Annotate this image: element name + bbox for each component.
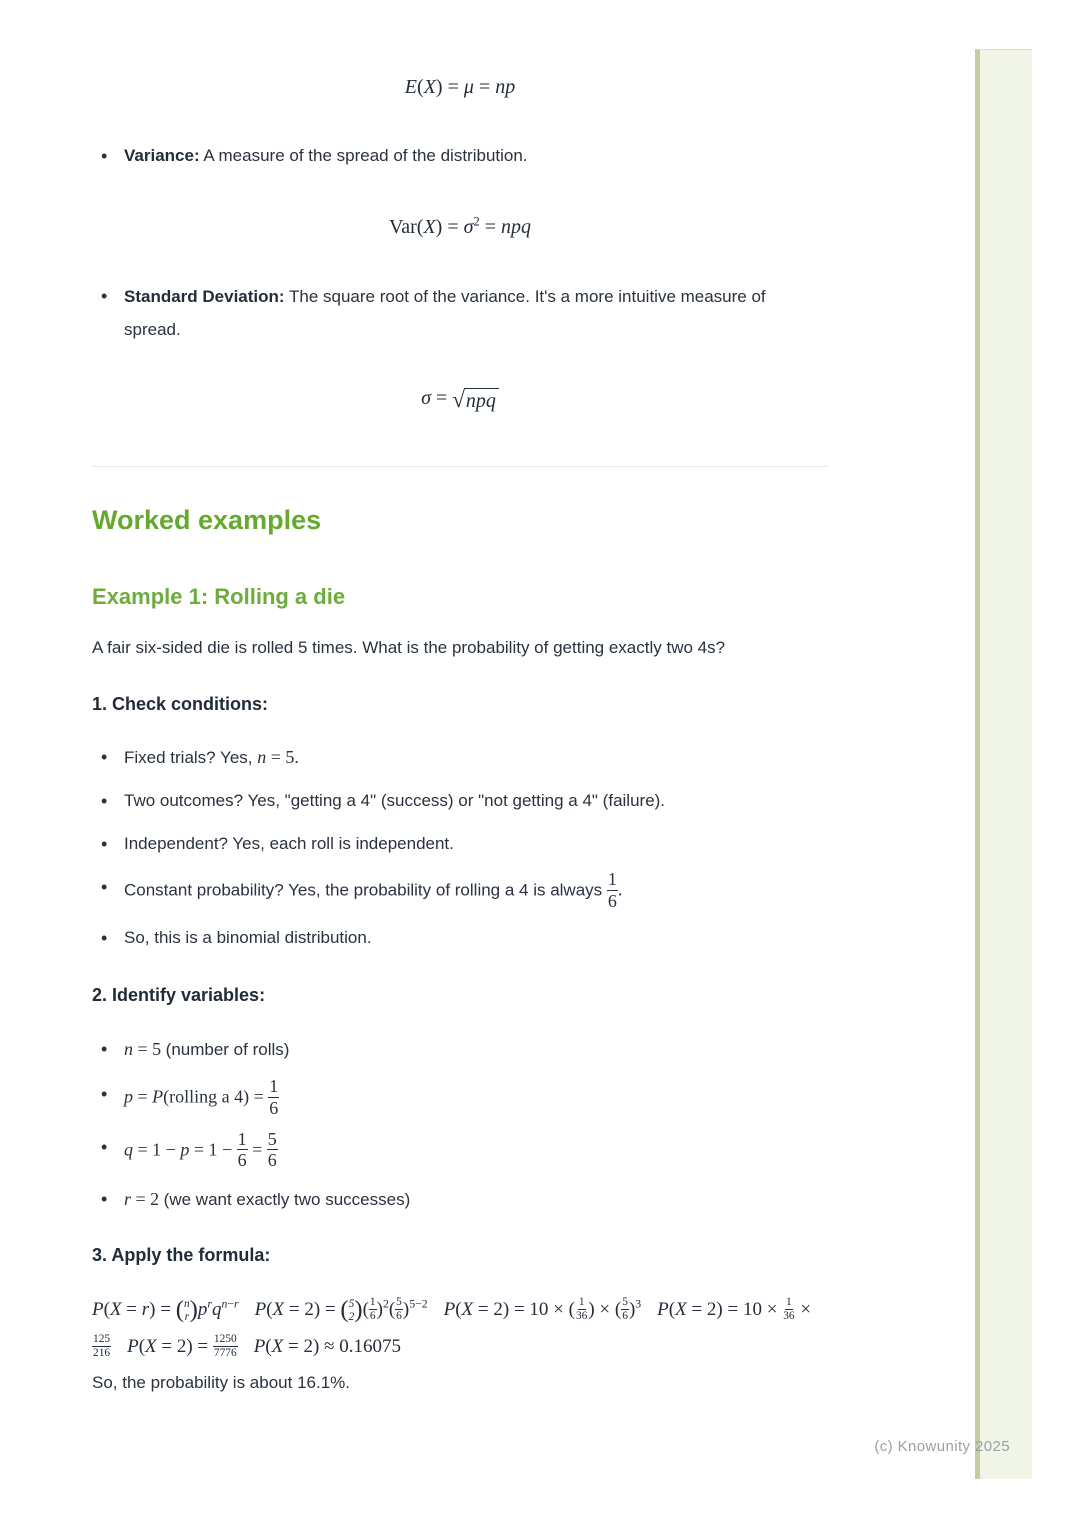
heading-worked-examples: Worked examples xyxy=(92,505,322,535)
example1-intro: A fair six-sided die is rolled 5 times. What is the probability of getting exactly two 4s? xyxy=(92,638,726,657)
step1-heading: 1. Check conditions: xyxy=(92,694,269,714)
definition-text: A measure of the spread of the distribution. xyxy=(199,146,528,165)
definition-variance xyxy=(92,139,828,173)
copyright-watermark: (c) Knowunity 2025 xyxy=(874,1438,1010,1455)
list-item: • So, this is a binomial distribution. xyxy=(92,921,828,955)
identify-variables-list xyxy=(92,1032,828,1217)
conclusion-text: So, the probability is about 16.1%. xyxy=(92,1373,350,1393)
page-edge-strip xyxy=(975,49,1032,1479)
definition-term: Standard Deviation: xyxy=(124,287,285,306)
list-item: • p = P(rolling a 4) = $\frac{1}{6}$ xyxy=(92,1077,828,1119)
list-item: • Constant probability? Yes, the probability of rolling a 4 is always $\frac{1}{6}$ . xyxy=(92,870,828,912)
list-item: • q = 1 − p = 1 − $\frac{1}{6}$ = $\frac{5}{6}$ xyxy=(92,1130,828,1172)
list-item: • n = 5 (number of rolls) xyxy=(92,1032,828,1067)
formula-apply: P(X = r) = ( n r ) $p^rq^{n-r}$ P(X = 2) = ( 5 2 ) ( $\frac{1}{6}$ )$^2$( $\frac{5}{6}$ )$^{5-2}$ P(X = 2) = 10 × ( $\frac{1}{36}$ ) × ( $\frac{5}{6}$ )$^3$ P(X = 2) = 10 × $\frac{1}{36}$ × $\frac{125}{216}$ P(X = 2) = $\frac{1250}{7776}$ P(X = 2) ≈ 0.16075 xyxy=(92,1296,812,1360)
content-column xyxy=(92,0,828,1418)
definition-stddev xyxy=(92,280,808,346)
section-divider xyxy=(92,466,828,467)
list-item: • r = 2 (we want exactly two successes) xyxy=(92,1182,828,1217)
definition-term: Variance: xyxy=(124,146,200,165)
formula-stddev: σ = √ npq xyxy=(92,384,828,412)
step3-heading: 3. Apply the formula: xyxy=(92,1245,271,1266)
list-item: • Independent? Yes, each roll is independent. xyxy=(92,827,828,861)
step2-heading: 2. Identify variables: xyxy=(92,985,266,1006)
definition-text: The square root of the variance. It's a more intuitive measure of spread. xyxy=(124,287,766,339)
formula-variance: $Var(X) = \sigma^2$ = npq xyxy=(389,214,531,238)
check-conditions-list xyxy=(92,740,828,955)
list-item: • Two outcomes? Yes, "getting a 4" (success) or "not getting a 4" (failure). xyxy=(92,784,828,818)
formula-expectation: E(X) = μ = np xyxy=(404,76,516,98)
list-item: • Fixed trials? Yes, n = 5. xyxy=(92,740,828,775)
heading-example1: Example 1: Rolling a die xyxy=(92,584,346,609)
